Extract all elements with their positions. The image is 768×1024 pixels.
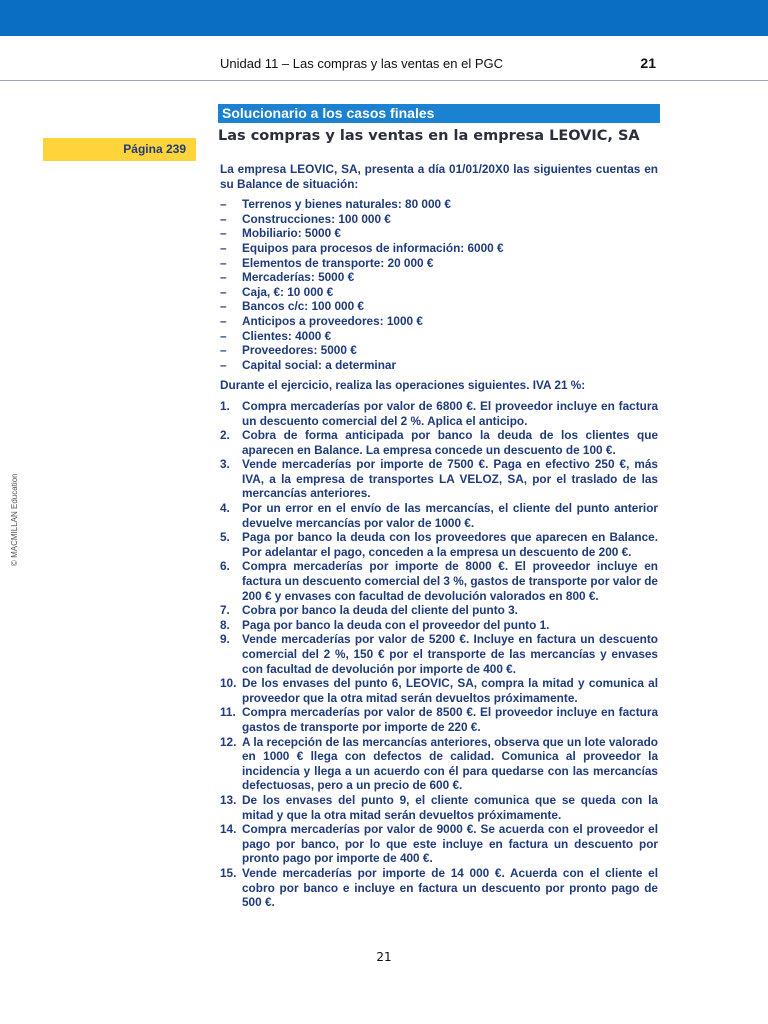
operation-text: Paga por banco la deuda con los proveedores que aparecen en Balance. Por adelantar el pago, conceden a la empresa un descuento de 200 €. xyxy=(242,530,658,559)
dash-bullet: – xyxy=(220,313,227,328)
operation-item xyxy=(220,530,658,559)
account-text: Mercaderías: 5000 € xyxy=(242,270,355,285)
page-reference-tag: Página 239 xyxy=(43,138,196,161)
operation-text: Cobra de forma anticipada por banco la deuda de los clientes que aparecen en Balance. La empresa concede un descuento de 100 €. xyxy=(242,428,658,457)
dash-bullet: – xyxy=(220,226,227,241)
operation-item xyxy=(220,705,658,734)
running-header xyxy=(218,56,658,74)
dash-bullet: – xyxy=(220,240,227,255)
header-page-number: 21 xyxy=(640,55,656,71)
operation-text: Compra mercaderías por valor de 6800 €. El proveedor incluye en factura un descuento comercial del 2 %. Aplica el anticipo. xyxy=(242,398,658,428)
operation-text: Vende mercaderías por valor de 5200 €. Incluye en factura un descuento comercial del 2 %, 150 € por el transporte de las mercancías y envases con facultad de devolución por importe de 400 €. xyxy=(242,632,658,676)
operation-number: 1. xyxy=(220,398,230,413)
dash-bullet: – xyxy=(220,197,227,212)
account-text: Caja, €: 10 000 € xyxy=(242,284,334,299)
case-title: Las compras y las ventas en la empresa LEOVIC, SA xyxy=(218,128,640,144)
account-item xyxy=(220,256,658,271)
dash-bullet: – xyxy=(220,343,227,358)
top-banner xyxy=(0,0,768,36)
publisher-credit: © MACMILLAN Education xyxy=(10,473,19,566)
operation-number: 3. xyxy=(220,457,230,472)
account-text: Clientes: 4000 € xyxy=(242,328,332,343)
operation-item xyxy=(220,457,658,501)
account-text: Proveedores: 5000 € xyxy=(242,343,357,358)
operation-number: 5. xyxy=(220,530,230,545)
dash-bullet: – xyxy=(220,357,227,372)
operation-text: De los envases del punto 6, LEOVIC, SA, compra la mitad y comunica al proveedor que la otra mitad serán devueltos próximamente. xyxy=(242,676,658,705)
operation-text: A la recepción de las mercancías anteriores, observa que un lote valorado en 1000 € llega con defectos de calidad. Comunica al proveedor la incidencia y llega a un acuerdo con él para quedarse con las mercancías defectuosas, pero a un precio de 600 €. xyxy=(242,734,658,793)
operation-item xyxy=(220,559,658,603)
account-text: Anticipos a proveedores: 1000 € xyxy=(242,313,423,328)
operation-text: Cobra por banco la deuda del cliente del punto 3. xyxy=(242,603,518,618)
account-item xyxy=(220,358,658,373)
operation-item xyxy=(220,428,658,457)
operation-number: 7. xyxy=(220,603,230,618)
operations-list xyxy=(220,399,658,910)
dash-bullet: – xyxy=(220,270,227,285)
intro-paragraph: La empresa LEOVIC, SA, presenta a día 01/01/20X0 las siguientes cuentas en su Balance de situación: xyxy=(220,162,658,191)
dash-bullet: – xyxy=(220,328,227,343)
account-text: Elementos de transporte: 20 000 € xyxy=(242,255,434,270)
operation-text: Por un error en el envío de las mercancías, el cliente del punto anterior devuelve mercancías por valor de 1000 €. xyxy=(242,501,658,530)
operation-number: 10. xyxy=(220,676,237,691)
footer-page-number: 21 xyxy=(376,950,392,964)
operation-number: 2. xyxy=(220,428,230,443)
accounts-list xyxy=(220,197,658,372)
operation-number: 14. xyxy=(220,822,237,837)
operation-number: 11. xyxy=(220,705,236,720)
operation-text: Paga por banco la deuda con el proveedor del punto 1. xyxy=(242,617,550,632)
operation-number: 9. xyxy=(220,632,230,647)
operation-item xyxy=(220,793,658,822)
account-item xyxy=(220,343,658,358)
operation-number: 6. xyxy=(220,559,230,574)
account-text: Bancos c/c: 100 000 € xyxy=(242,299,364,314)
account-item xyxy=(220,329,658,344)
operation-item xyxy=(220,603,658,618)
dash-bullet: – xyxy=(220,211,227,226)
account-text: Capital social: a determinar xyxy=(242,357,397,372)
dash-bullet: – xyxy=(220,284,227,299)
operation-text: Compra mercaderías por valor de 9000 €. Se acuerda con el proveedor el pago por banco, por lo que este incluye en factura un descuento por pronto pago por importe de 400 €. xyxy=(242,822,658,866)
account-item xyxy=(220,285,658,300)
account-text: Mobiliario: 5000 € xyxy=(242,226,341,241)
header-divider xyxy=(0,80,768,81)
account-item xyxy=(220,314,658,329)
operation-text: Compra mercaderías por valor de 8500 €. El proveedor incluye en factura gastos de transporte por importe de 220 €. xyxy=(242,705,658,734)
account-item xyxy=(220,212,658,227)
operation-number: 13. xyxy=(220,792,237,807)
operation-item xyxy=(220,399,658,428)
operation-text: Compra mercaderías por importe de 8000 €. El proveedor incluye en factura un descuento comercial del 3 %, gastos de transporte por valor de 200 € y envases con facultad de devolución valorados en 800 €. xyxy=(242,559,658,603)
operation-text: Vende mercaderías por importe de 14 000 €. Acuerda con el cliente el cobro por banco e incluye en factura un descuento por pronto pago de 500 €. xyxy=(242,865,658,910)
account-text: Terrenos y bienes naturales: 80 000 € xyxy=(242,197,451,212)
account-text: Construcciones: 100 000 € xyxy=(242,211,391,226)
account-item xyxy=(220,197,658,212)
operation-item xyxy=(220,618,658,633)
operations-intro: Durante el ejercicio, realiza las operaciones siguientes. IVA 21 %: xyxy=(220,378,586,393)
account-item xyxy=(220,299,658,314)
account-item xyxy=(220,241,658,256)
case-content xyxy=(220,162,658,910)
operation-text: De los envases del punto 9, el cliente comunica que se queda con la mitad y que la otra mitad serán devueltos próximamente. xyxy=(242,792,658,822)
operation-item xyxy=(220,866,658,910)
operation-item xyxy=(220,735,658,793)
unit-title: Unidad 11 – Las compras y las ventas en el PGC xyxy=(220,56,504,71)
operation-number: 12. xyxy=(220,734,237,749)
operation-item xyxy=(220,822,658,866)
operation-number: 4. xyxy=(220,501,230,516)
operation-number: 8. xyxy=(220,617,230,632)
dash-bullet: – xyxy=(220,299,227,314)
account-item xyxy=(220,270,658,285)
operation-item xyxy=(220,632,658,676)
section-title: Solucionario a los casos finales xyxy=(218,104,660,123)
dash-bullet: – xyxy=(220,255,227,270)
operation-text: Vende mercaderías por importe de 7500 €. Paga en efectivo 250 €, más IVA, a la empresa de transportes LA VELOZ, SA, por el traslado de las mercancías anteriores. xyxy=(242,457,658,501)
operation-number: 15. xyxy=(220,865,237,880)
account-text: Equipos para procesos de información: 6000 € xyxy=(242,240,504,255)
account-item xyxy=(220,226,658,241)
operation-item xyxy=(220,501,658,530)
operation-item xyxy=(220,676,658,705)
